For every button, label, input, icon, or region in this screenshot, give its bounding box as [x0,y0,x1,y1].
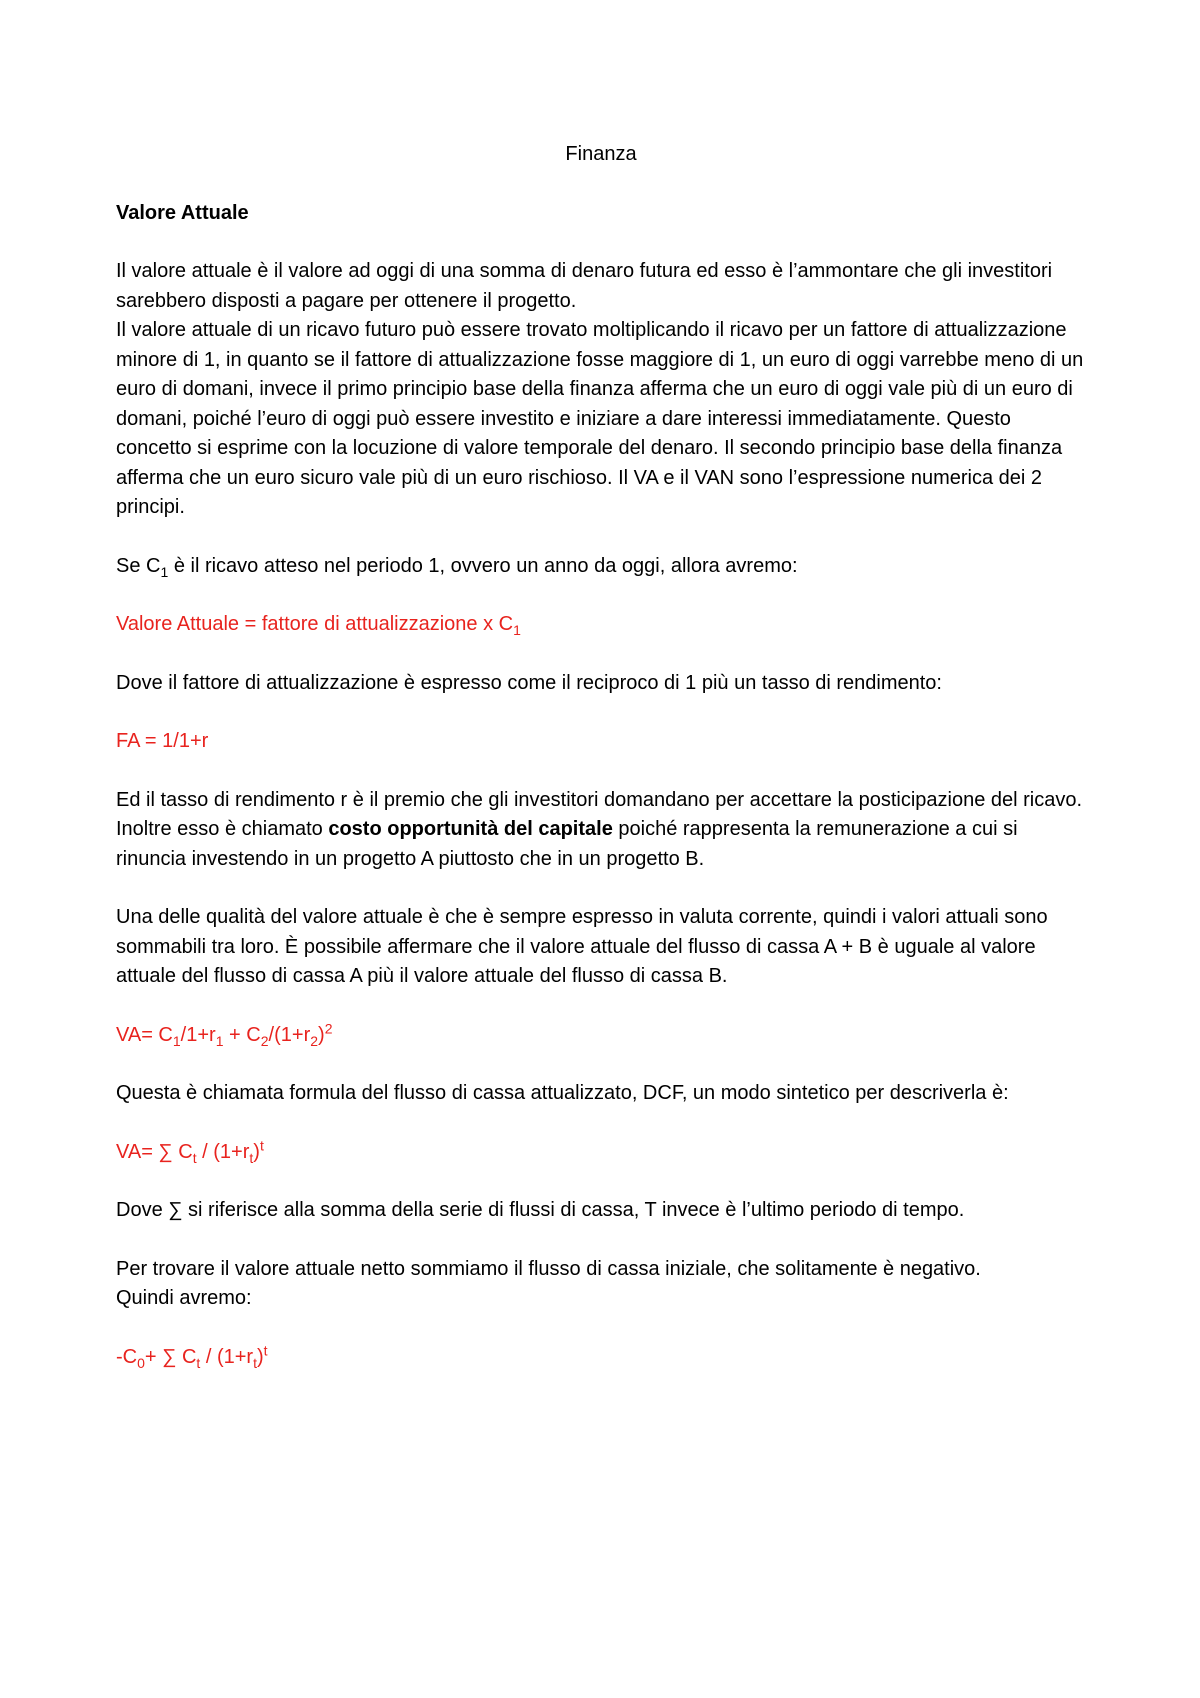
paragraph-discount-factor: Il valore attuale di un ricavo futuro può essere trovato moltiplicando il ricavo per un fattore di attualizzazione minore di 1, in quanto se il fattore di attualizzazione fosse maggiore di 1, un euro di oggi varrebbe meno di un euro di domani, invece il primo principio base della finanza afferma che un euro di oggi vale più di un euro di domani, poiché l’euro di oggi può essere investito e iniziare a dare interessi immediatamente. Questo concetto si esprime con la locuzione di valore temporale del denaro. Il secondo principio base della finanza afferma che un euro sicuro vale più di un euro rischioso. Il VA e il VAN sono l’espressione numerica dei 2 principi. [116,319,1084,518]
paragraph-definition: Il valore attuale è il valore ad oggi di una somma di denaro futura ed esso è l’ammontare che gli investitori sarebbero disposti a pagare per ottenere il progetto. [116,260,1053,312]
paragraph-quindi: Quindi avremo: [116,1287,252,1309]
paragraph-c1: Se $C_1$ è il ricavo atteso nel periodo 1, ovvero un anno da oggi, allora avremo: [116,554,798,580]
formula-va-sigma: VA= ∑ $C_t / (1+r_t)^t$ [116,1136,264,1166]
section-heading: Valore Attuale [116,201,249,224]
formula-van: $-C_0+$ ∑ $C_t / (1+r_t)^t$ [116,1341,268,1371]
paragraph-tasso-rendimento: Ed il tasso di rendimento r è il premio che gli investitori domandano per accettare la posticipazione del ricavo. Inoltre esso è chiamato costo opportunità del capitale poiché rappresenta la remunerazione a cui si rinuncia investendo in un progetto A piuttosto che in un progetto B. [116,788,1083,870]
paragraph-fa-definition: Dove il fattore di attualizzazione è espresso come il reciproco di 1 più un tasso di rendimento: [116,671,942,694]
document-title: Finanza [565,143,637,165]
bold-term-costo-opportunita: costo opportunità del capitale [328,818,613,840]
paragraph-dcf: Questa è chiamata formula del flusso di cassa attualizzato, DCF, un modo sintetico per descriverla è: [116,1082,1009,1104]
formula-fa: FA = 1/1+r [116,730,209,752]
paragraph-van-intro: Per trovare il valore attuale netto sommiamo il flusso di cassa iniziale, che solitamente è negativo. [116,1257,981,1280]
formula-valore-attuale: Valore Attuale = fattore di attualizzazione x $C_1$ [116,613,521,638]
paragraph-sigma-def: Dove ∑ si riferisce alla somma della serie di flussi di cassa, T invece è l’ultimo periodo di tempo. [116,1199,965,1221]
formula-va-sum: $VA= C_1/1+r_1 + C_2/(1+r_2)^2$ [116,1019,333,1049]
document-page [116,140,1086,1401]
paragraph-sommabili: Una delle qualità del valore attuale è che è sempre espresso in valuta corrente, quindi i valori attuali sono sommabili tra loro. È possibile affermare che il valore attuale del flusso di cassa A + B è uguale al valore attuale del flusso di cassa A più il valore attuale del flusso di cassa B. [116,906,1048,987]
